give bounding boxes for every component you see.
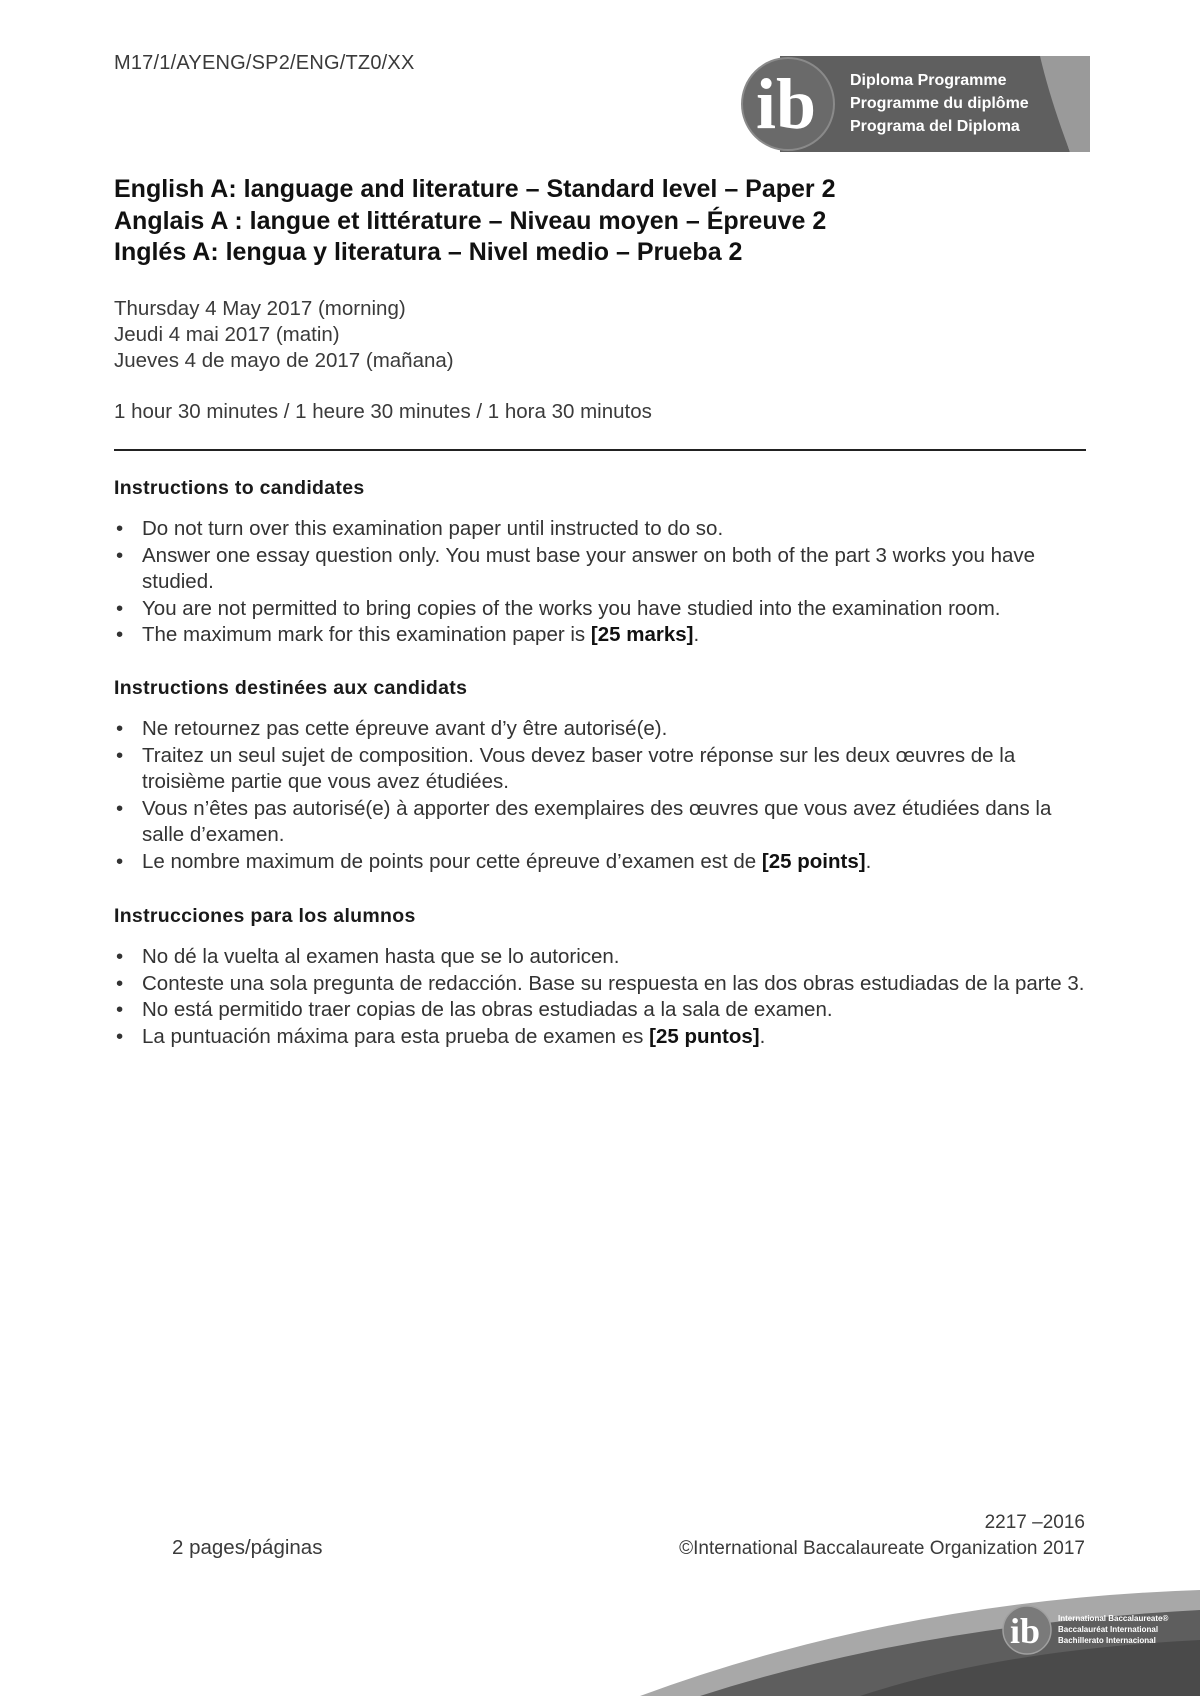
instruction-item: • The maximum mark for this examination paper is [25 marks]. bbox=[116, 623, 700, 646]
instruction-item: • Conteste una sola pregunta de redacción. Base su respuesta en las dos obras estudiadas de la parte 3. bbox=[116, 971, 1085, 995]
instruction-item: • Do not turn over this examination paper until instructed to do so. bbox=[116, 517, 724, 540]
logo-line-2: Programme du diplôme bbox=[850, 95, 1029, 112]
title-french: Anglais A : langue et littérature – Niveau moyen – Épreuve 2 bbox=[114, 206, 827, 235]
footer-logo-line-2: Baccalauréat International bbox=[1058, 1625, 1159, 1634]
instruction-item: • No está permitido traer copias de las obras estudiadas a la sala de examen. bbox=[116, 998, 833, 1021]
instruction-item: • Ne retournez pas cette épreuve avant d’y être autorisé(e). bbox=[116, 717, 668, 740]
instruction-item: • Vous n’êtes pas autorisé(e) à apporter des exemplaires des œuvres que vous avez étudiées dans la salle d’examen. bbox=[116, 796, 1052, 846]
section-heading: Instructions to candidates bbox=[114, 477, 365, 499]
page-count: 2 pages/páginas bbox=[172, 1536, 323, 1559]
max-marks: [25 marks] bbox=[590, 623, 694, 646]
instruction-item: • Answer one essay question only. You must base your answer on both of the part 3 works you have studied. bbox=[116, 543, 1036, 593]
instruction-item: • Traitez un seul sujet de composition. Vous devez baser votre réponse sur les deux œuvres de la troisième partie que vous avez étudiées. bbox=[116, 743, 1016, 793]
divider bbox=[114, 449, 1086, 451]
ib-mark: ib bbox=[1010, 1611, 1041, 1651]
exam-dates bbox=[114, 296, 454, 374]
instructions-english bbox=[114, 477, 1089, 649]
instruction-item: • You are not permitted to bring copies of the works you have studied into the examination room. bbox=[116, 596, 1001, 620]
footer-swoosh bbox=[0, 1580, 1200, 1696]
date-english: Thursday 4 May 2017 (morning) bbox=[114, 297, 406, 320]
title-spanish: Inglés A: lengua y literatura – Nivel medio – Prueba 2 bbox=[114, 238, 743, 266]
instruction-item: • No dé la vuelta al examen hasta que se lo autoricen. bbox=[116, 945, 620, 968]
ib-mark: ib bbox=[756, 64, 817, 144]
instructions-spanish bbox=[114, 905, 1089, 1050]
date-french: Jeudi 4 mai 2017 (matin) bbox=[114, 323, 340, 346]
section-heading: Instructions destinées aux candidats bbox=[114, 677, 468, 699]
logo-line-3: Programa del Diploma bbox=[850, 118, 1020, 135]
ib-diploma-logo bbox=[740, 54, 1090, 154]
logo-line-1: Diploma Programme bbox=[850, 72, 1007, 89]
instruction-item: • Le nombre maximum de points pour cette épreuve d’examen est de [25 points]. bbox=[116, 849, 872, 873]
section-heading: Instrucciones para los alumnos bbox=[114, 905, 416, 927]
max-marks: [25 points] bbox=[761, 849, 866, 873]
max-marks: [25 puntos] bbox=[649, 1024, 760, 1048]
date-spanish: Jueves 4 de mayo de 2017 (mañana) bbox=[114, 349, 454, 372]
footer-logo-line-1: International Baccalaureate® bbox=[1058, 1614, 1169, 1623]
paper-number: 2217 –2016 bbox=[984, 1512, 1085, 1533]
title-english: English A: language and literature – Standard level – Paper 2 bbox=[114, 175, 836, 203]
paper-code: M17/1/AYENG/SP2/ENG/TZ0/XX bbox=[114, 52, 415, 74]
exam-duration: 1 hour 30 minutes / 1 heure 30 minutes / 1 hora 30 minutos bbox=[114, 400, 652, 423]
instruction-item: • La puntuación máxima para esta prueba de examen es [25 puntos]. bbox=[116, 1024, 766, 1048]
copyright: ©International Baccalaureate Organization 2017 bbox=[679, 1538, 1085, 1559]
footer-logo-line-3: Bachillerato Internacional bbox=[1058, 1636, 1156, 1645]
paper-titles bbox=[114, 174, 1074, 269]
instructions-french bbox=[114, 677, 1089, 875]
